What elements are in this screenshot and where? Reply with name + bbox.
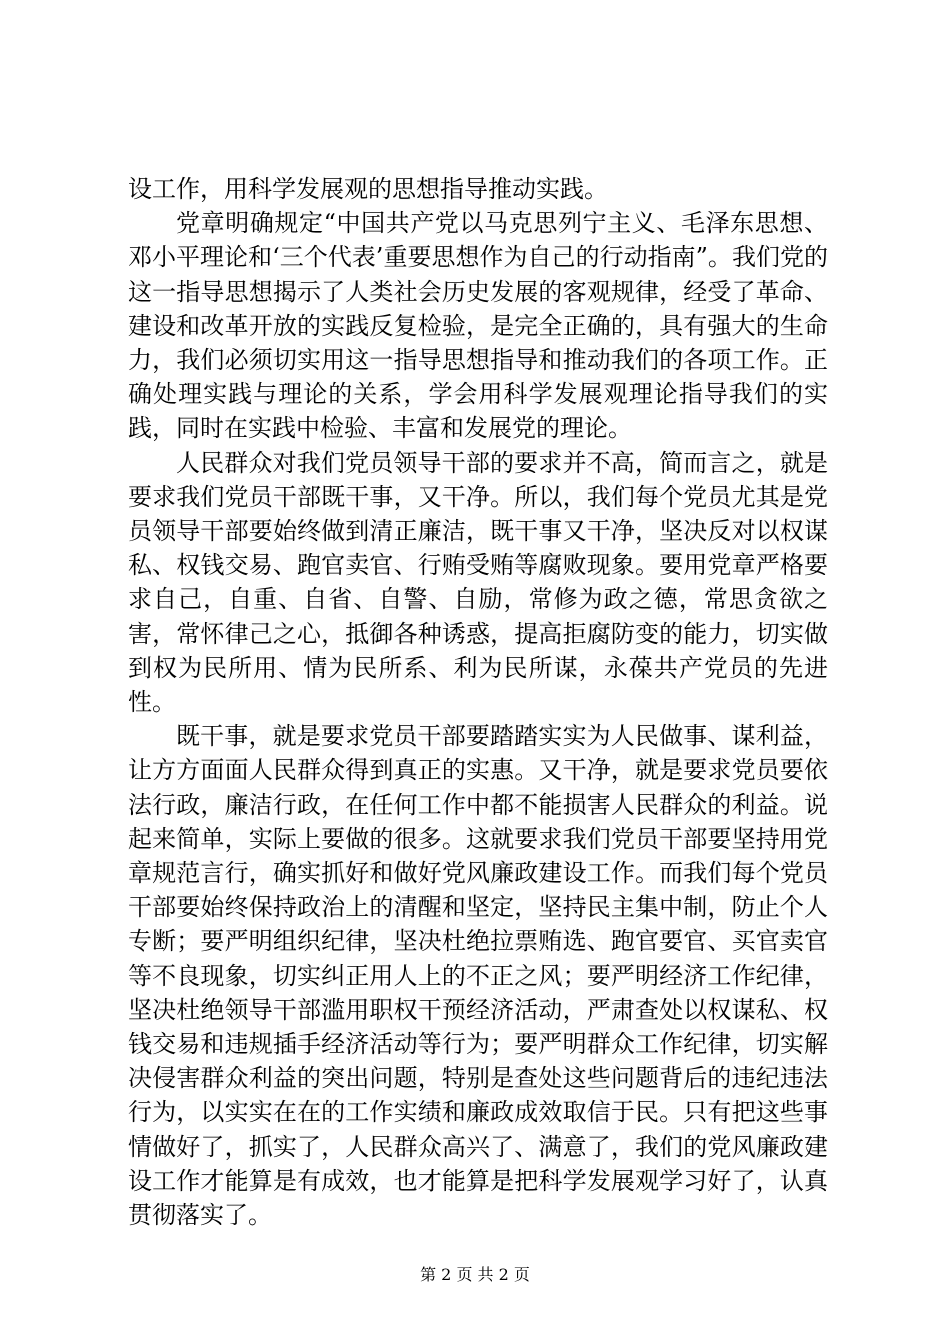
paragraph-work-and-clean: 既干事，就是要求党员干部要踏踏实实为人民做事、谋利益，让方方面面人民群众得到真正的实惠。又干净，就是要求党员要依法行政，廉洁行政，在任何工作中都不能损害人民群众的利益。说起来简单，实际上要做的很多。这就要求我们党员干部要坚持用党章规范言行，确实抓好和做好党风廉政建设工作。而我们每个党员干部要始终保持政治上的清醒和坚定，坚持民主集中制，防止个人专断；要严明组织纪律，坚决杜绝拉票贿选、跑官要官、买官卖官等不良现象，切实纠正用人上的不正之风；要严明经济工作纪律，坚决杜绝领导干部滥用职权干预经济活动，严肃查处以权谋私、权钱交易和违规插手经济活动等行为；要严明群众工作纪律，切实解决侵害群众利益的突出问题，特别是查处这些问题背后的违纪违法行为，以实实在在的工作实绩和廉政成效取信于民。只有把这些事情做好了，抓实了，人民群众高兴了、满意了，我们的党风廉政建设工作才能算是有成效，也才能算是把科学发展观学习好了，认真贯彻落实了。 <box>128 722 828 1230</box>
page-number-footer: 第 2 页 共 2 页 <box>420 1265 530 1284</box>
paragraph-people-requirements: 人民群众对我们党员领导干部的要求并不高，简而言之，就是要求我们党员干部既干事，又干净。所以，我们每个党员尤其是党员领导干部要始终做到清正廉洁，既干事又干净，坚决反对以权谋私、权钱交易、跑官卖官、行贿受贿等腐败现象。要用党章严格要求自己，自重、自省、自警、自励，常修为政之德，常思贪欲之害，常怀律己之心，抵御各种诱惑，提高拒腐防变的能力，切实做到权为民所用、情为民所系、利为民所谋，永葆共产党员的先进性。 <box>128 448 828 717</box>
document-body <box>128 172 828 1232</box>
paragraph-party-constitution: 党章明确规定“中国共产党以马克思列宁主义、毛泽东思想、邓小平理论和‘三个代表’重要思想作为自己的行动指南”。我们党的这一指导思想揭示了人类社会历史发展的客观规律，经受了革命、建设和改革开放的实践反复检验，是完全正确的，具有强大的生命力，我们必须切实用这一指导思想指导和推动我们的各项工作。正确处理实践与理论的关系，学会用科学发展观理论指导我们的实践，同时在实践中检验、丰富和发展党的理论。 <box>128 209 828 443</box>
paragraph-continuation: 设工作，用科学发展观的思想指导推动实践。 <box>128 175 608 203</box>
